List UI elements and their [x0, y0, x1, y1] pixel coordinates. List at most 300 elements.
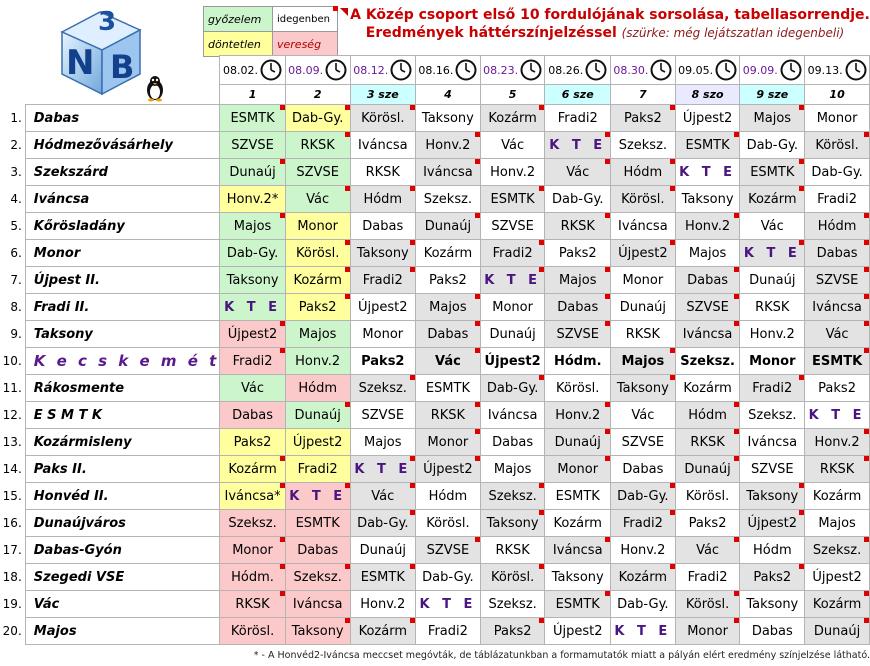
opponent-name: Hódm [688, 407, 727, 423]
rank-number: 14. [2, 462, 22, 476]
away-marker-icon [345, 483, 350, 488]
away-marker-icon [539, 564, 544, 569]
opponent-name: Monor [492, 299, 533, 315]
fixture-cell [611, 537, 676, 564]
fixture-cell [285, 240, 350, 267]
opponent-name: Monor [687, 623, 728, 639]
opponent-name: Körösl. [295, 245, 340, 261]
fixture-cell [285, 213, 350, 240]
away-marker-icon [539, 105, 544, 110]
fixture-cell [480, 402, 545, 429]
team-name: Dunaújváros [25, 510, 220, 537]
away-marker-icon [345, 564, 350, 569]
opponent-name: Dunaúj [424, 218, 472, 234]
opponent-name: Majos [233, 218, 272, 234]
away-marker-icon [605, 159, 610, 164]
opponent-name: Monor [297, 218, 339, 234]
away-marker-icon [539, 267, 544, 272]
away-marker-icon [605, 537, 610, 542]
opponent-name: Hódm [298, 380, 337, 396]
rank-number: 5. [10, 219, 22, 233]
opponent-name: Honv.2 [620, 542, 666, 558]
opponent-name: Iváncsa [682, 326, 733, 342]
round-label: 7 [611, 85, 676, 105]
fixture-cell [805, 456, 870, 483]
table-row [0, 240, 870, 267]
opponent-name: Taksony [226, 272, 279, 288]
fixture-cell [805, 375, 870, 402]
table-row [0, 267, 870, 294]
fixture-cell [480, 456, 545, 483]
away-marker-icon [605, 591, 610, 596]
fixture-cell [805, 618, 870, 645]
fixture-cell [545, 402, 611, 429]
fixture-cell [545, 159, 611, 186]
opponent-name: Paks2 [623, 110, 662, 126]
away-marker-icon [670, 564, 675, 569]
away-marker-icon [605, 321, 610, 326]
clock-icon [455, 59, 477, 81]
opponent-name: K T E [679, 164, 737, 180]
opponent-name: Dab-Gy. [422, 569, 474, 585]
away-marker-icon [345, 294, 350, 299]
away-marker-icon [605, 267, 610, 272]
away-marker-icon [475, 159, 480, 164]
opponent-name: Fradi2 [752, 380, 793, 396]
fixture-cell [545, 267, 611, 294]
away-marker-icon [734, 618, 739, 623]
fixture-cell [740, 375, 805, 402]
away-marker-icon [280, 591, 285, 596]
opponent-name: Szeksz. [488, 596, 537, 612]
opponent-name: Körösl. [490, 569, 535, 585]
away-marker-icon [605, 456, 610, 461]
away-marker-icon [864, 591, 869, 596]
fixture-cell [611, 591, 676, 618]
away-marker-icon [670, 375, 675, 380]
fixture-cell [611, 402, 676, 429]
table-row [0, 213, 870, 240]
opponent-name: Vác [631, 407, 655, 423]
opponent-name: Fradi2 [232, 353, 273, 369]
rank-number: 4. [10, 192, 22, 206]
title-note: (szürke: még lejátszatlan idegenbeli) [621, 26, 845, 40]
away-marker-icon [280, 213, 285, 218]
away-marker-icon [539, 375, 544, 380]
opponent-name: Dabas [816, 245, 858, 261]
fixture-cell [740, 240, 805, 267]
fixture-cell [350, 267, 416, 294]
team-name: Paks II. [25, 456, 220, 483]
table-row [0, 483, 870, 510]
clock-icon [585, 59, 607, 81]
opponent-name: Taksony [746, 488, 799, 504]
opponent-name: Monor [749, 353, 796, 369]
fixture-cell [611, 429, 676, 456]
fixture-cell [220, 267, 286, 294]
team-name: Dabas-Gyón [25, 537, 220, 564]
fixture-cell [611, 564, 676, 591]
away-marker-icon [475, 132, 480, 137]
round-label: 1 [220, 85, 286, 105]
fixture-cell [285, 186, 350, 213]
round-date-text: 08.26. [548, 63, 584, 77]
fixture-cell [285, 591, 350, 618]
opponent-name: Vác [696, 542, 720, 558]
fixture-cell [285, 375, 350, 402]
fixture-cell [480, 564, 545, 591]
opponent-name: Taksony [356, 245, 409, 261]
table-row [0, 510, 870, 537]
away-marker-icon [410, 564, 415, 569]
table-row [0, 429, 870, 456]
date-row [0, 56, 870, 85]
opponent-name: Iváncsa [487, 407, 538, 423]
fixture-cell [545, 510, 611, 537]
fixture-cell [480, 267, 545, 294]
away-marker-icon [345, 186, 350, 191]
opponent-name: Dunaúj [489, 326, 536, 342]
away-marker-icon [410, 105, 415, 110]
clock-icon [325, 59, 347, 81]
opponent-name: SZVSE [686, 299, 729, 315]
opponent-name: ESMTK [295, 515, 340, 531]
team-name: Szekszárd [25, 159, 220, 186]
opponent-name: Hódm. [553, 353, 602, 369]
opponent-name: Paks2 [688, 515, 727, 531]
fixture-cell [480, 429, 545, 456]
fixture-cell [220, 456, 286, 483]
opponent-name: Dunaúj [749, 272, 796, 288]
table-row [0, 294, 870, 321]
table-row [0, 564, 870, 591]
fixture-cell [480, 510, 545, 537]
fixture-cell [740, 321, 805, 348]
opponent-name: RKSK [365, 164, 400, 180]
fixture-cell [285, 105, 350, 132]
fixture-cell [285, 537, 350, 564]
away-marker-icon [734, 267, 739, 272]
fixture-cell [220, 429, 286, 456]
fixture-cell [675, 348, 740, 375]
fixture-cell [285, 483, 350, 510]
away-marker-icon [864, 537, 869, 542]
fixture-cell [416, 321, 481, 348]
opponent-name: K T E [614, 623, 672, 639]
team-name: Dabas [25, 105, 220, 132]
opponent-name: Szeksz. [423, 191, 473, 207]
round-date-text: 09.05. [678, 63, 714, 77]
opponent-name: RKSK [755, 299, 790, 315]
opponent-name: Taksony [421, 110, 474, 126]
fixture-cell [545, 564, 611, 591]
fixture-cell [285, 267, 350, 294]
opponent-name: ESMTK [685, 137, 730, 153]
opponent-name: Dunaúj [294, 407, 341, 423]
opponent-name: Újpest2 [552, 623, 603, 639]
round-label: 5 [480, 85, 545, 105]
opponent-name: Honv.2 [425, 137, 471, 153]
opponent-name: Szeksz. [812, 542, 862, 558]
opponent-name: Iváncsa [357, 137, 408, 153]
fixture-cell [350, 186, 416, 213]
opponent-name: Fradi2 [427, 623, 468, 639]
away-marker-icon [605, 402, 610, 407]
opponent-name: Szeksz. [680, 353, 735, 369]
opponent-name: Dabas [622, 461, 664, 477]
fixture-cell [220, 591, 286, 618]
table-row [0, 618, 870, 645]
legend-draw: döntetlen [204, 32, 273, 57]
away-marker-icon [410, 240, 415, 245]
fixture-cell [416, 294, 481, 321]
opponent-name: Fradi2 [557, 110, 598, 126]
clock-icon [260, 59, 282, 81]
fixture-cell [545, 213, 611, 240]
fixture-cell [740, 186, 805, 213]
fixture-cell [480, 132, 545, 159]
opponent-name: Monor [557, 461, 599, 477]
title-line2: Eredmények háttérszínjelzéssel [365, 25, 617, 41]
opponent-name: SZVSE [751, 461, 794, 477]
away-marker-icon [345, 240, 350, 245]
fixture-cell [350, 429, 416, 456]
opponent-name: Taksony [616, 380, 669, 396]
fixture-cell [611, 618, 676, 645]
round-date [480, 56, 545, 85]
opponent-name: Dunaúj [684, 461, 731, 477]
fixture-cell [611, 510, 676, 537]
opponent-name: Dabas [362, 218, 404, 234]
opponent-name: Paks2 [493, 623, 532, 639]
opponent-name: Paks2 [753, 569, 792, 585]
away-marker-icon [410, 186, 415, 191]
away-marker-icon [280, 537, 285, 542]
fixture-cell [350, 240, 416, 267]
title-line1: A Közép csoport első 10 fordulójának sorsolása, tabellasorrendje. [350, 7, 870, 23]
opponent-name: Dunaúj [229, 164, 276, 180]
opponent-name: RKSK [625, 326, 661, 342]
opponent-name: SZVSE [231, 137, 274, 153]
opponent-name: Hódm [363, 191, 403, 207]
fixture-cell [545, 132, 611, 159]
fixture-cell [675, 429, 740, 456]
fixture-cell [805, 267, 870, 294]
opponent-name: Taksony [681, 191, 734, 207]
fixture-cell [740, 213, 805, 240]
opponent-name: Dunaúj [554, 434, 601, 450]
fixture-cell [480, 186, 545, 213]
fixture-cell [285, 429, 350, 456]
fixture-cell [675, 537, 740, 564]
fixture-cell [740, 348, 805, 375]
opponent-name: Szeksz. [748, 407, 797, 423]
fixture-cell [220, 132, 286, 159]
opponent-name: Monor [427, 434, 469, 450]
fixture-cell [220, 159, 286, 186]
fixture-cell [545, 240, 611, 267]
away-marker-icon [605, 429, 610, 434]
round-date [611, 56, 676, 85]
team-name: Iváncsa [25, 186, 220, 213]
rank-number: 6. [10, 246, 22, 260]
round-label: 4 [416, 85, 481, 105]
fixture-cell [285, 132, 350, 159]
fixture-cell [675, 267, 740, 294]
fixture-cell [220, 537, 286, 564]
fixture-cell [805, 321, 870, 348]
opponent-name: Paks2 [818, 380, 856, 396]
fixture-cell [220, 510, 286, 537]
fixture-cell [220, 213, 286, 240]
away-marker-icon [799, 375, 804, 380]
opponent-name: Dabas [751, 623, 793, 639]
fixture-cell [285, 348, 350, 375]
away-marker-icon [864, 618, 869, 623]
rank-number: 12. [2, 408, 22, 422]
away-marker-icon [864, 240, 869, 245]
fixture-cell [220, 294, 286, 321]
fixture-cell [805, 348, 870, 375]
away-marker-icon [864, 132, 869, 137]
table-row [0, 402, 870, 429]
opponent-name: Szeksz. [618, 137, 668, 153]
fixture-cell [611, 483, 676, 510]
away-marker-icon [864, 213, 869, 218]
opponent-name: Dab-Gy. [811, 164, 863, 180]
opponent-name: Újpest2 [423, 461, 473, 477]
away-marker-icon [864, 429, 869, 434]
away-marker-icon [539, 186, 544, 191]
team-name: Honvéd II. [25, 483, 220, 510]
opponent-name: Majos [298, 326, 337, 342]
fixture-cell [220, 618, 286, 645]
opponent-name: Majos [621, 353, 665, 369]
away-marker-icon [864, 456, 869, 461]
away-marker-icon [799, 483, 804, 488]
fixture-cell [611, 267, 676, 294]
away-marker-icon [280, 348, 285, 353]
table-row [0, 186, 870, 213]
fixture-cell [740, 618, 805, 645]
opponent-name: Vác [371, 488, 395, 504]
fixture-cell [675, 456, 740, 483]
away-marker-icon [670, 348, 675, 353]
fixture-cell [611, 321, 676, 348]
opponent-name: RKSK [495, 542, 530, 558]
away-marker-icon [345, 105, 350, 110]
opponent-name: Vác [501, 137, 525, 153]
opponent-name: Vác [760, 218, 784, 234]
empty-cell [25, 85, 220, 105]
rank-number: 8. [10, 300, 22, 314]
round-date [350, 56, 416, 85]
opponent-name: RKSK [690, 434, 725, 450]
opponent-name: Hódm [623, 164, 663, 180]
fixture-cell [805, 105, 870, 132]
empty-cell [0, 85, 25, 105]
fixture-cell [416, 510, 481, 537]
fixture-cell [675, 132, 740, 159]
fixture-cell [350, 456, 416, 483]
away-marker-icon [410, 618, 415, 623]
legend-win: győzelem [204, 7, 273, 32]
opponent-name: Dunaúj [813, 623, 861, 639]
opponent-name: K T E [354, 461, 412, 477]
rank-number: 17. [2, 543, 22, 557]
away-marker-icon [734, 132, 739, 137]
rank-number: 7. [10, 273, 22, 287]
fixture-cell [675, 159, 740, 186]
opponent-name: Monor [622, 272, 664, 288]
away-marker-icon [864, 321, 869, 326]
fixture-cell [805, 159, 870, 186]
round-row [0, 85, 870, 105]
fixture-cell [416, 591, 481, 618]
away-marker-icon [345, 267, 350, 272]
fixture-cell [740, 132, 805, 159]
opponent-name: Iváncsa [747, 434, 798, 450]
fixture-cell [675, 510, 740, 537]
opponent-name: Majos [818, 515, 856, 531]
opponent-name: Szeksz. [293, 569, 342, 585]
color-legend [203, 6, 338, 57]
rank-number: 2. [10, 138, 22, 152]
fixture-cell [285, 618, 350, 645]
fixture-cell [545, 321, 611, 348]
page-title [340, 6, 870, 42]
rank-number: 9. [10, 327, 22, 341]
away-marker-icon [475, 321, 480, 326]
team-name: Kozármisleny [25, 429, 220, 456]
away-marker-icon [670, 510, 675, 515]
fixture-cell [416, 240, 481, 267]
away-marker-icon [345, 618, 350, 623]
opponent-name: SZVSE [296, 164, 339, 180]
opponent-name: Honv.2 [555, 407, 601, 423]
away-marker-icon [475, 537, 480, 542]
opponent-name: ESMTK [360, 569, 405, 585]
opponent-name: Hódm [428, 488, 468, 504]
team-name: Hódmezővásárhely [25, 132, 220, 159]
fixture-cell [805, 537, 870, 564]
opponent-name: Paks2 [361, 353, 405, 369]
fixture-cell [220, 402, 286, 429]
fixture-cell [545, 537, 611, 564]
round-date [740, 56, 805, 85]
away-marker-icon [799, 510, 804, 515]
away-marker-icon [670, 240, 675, 245]
fixture-cell [675, 591, 740, 618]
fixture-cell [611, 186, 676, 213]
fixture-cell [416, 213, 481, 240]
fixture-cell [805, 186, 870, 213]
fixture-cell [545, 456, 611, 483]
opponent-name: Iváncsa [423, 164, 473, 180]
fixture-cell [416, 132, 481, 159]
opponent-name: Hódm [752, 542, 792, 558]
away-marker-icon [475, 456, 480, 461]
opponent-name: Honv.2 [360, 596, 406, 612]
fixture-cell [416, 159, 481, 186]
opponent-name: Körösl. [361, 110, 405, 126]
fixture-cell [220, 240, 286, 267]
round-date [675, 56, 740, 85]
opponent-name: Körösl. [621, 191, 665, 207]
schedule-table [0, 55, 870, 645]
away-marker-icon [475, 429, 480, 434]
away-marker-icon [345, 132, 350, 137]
